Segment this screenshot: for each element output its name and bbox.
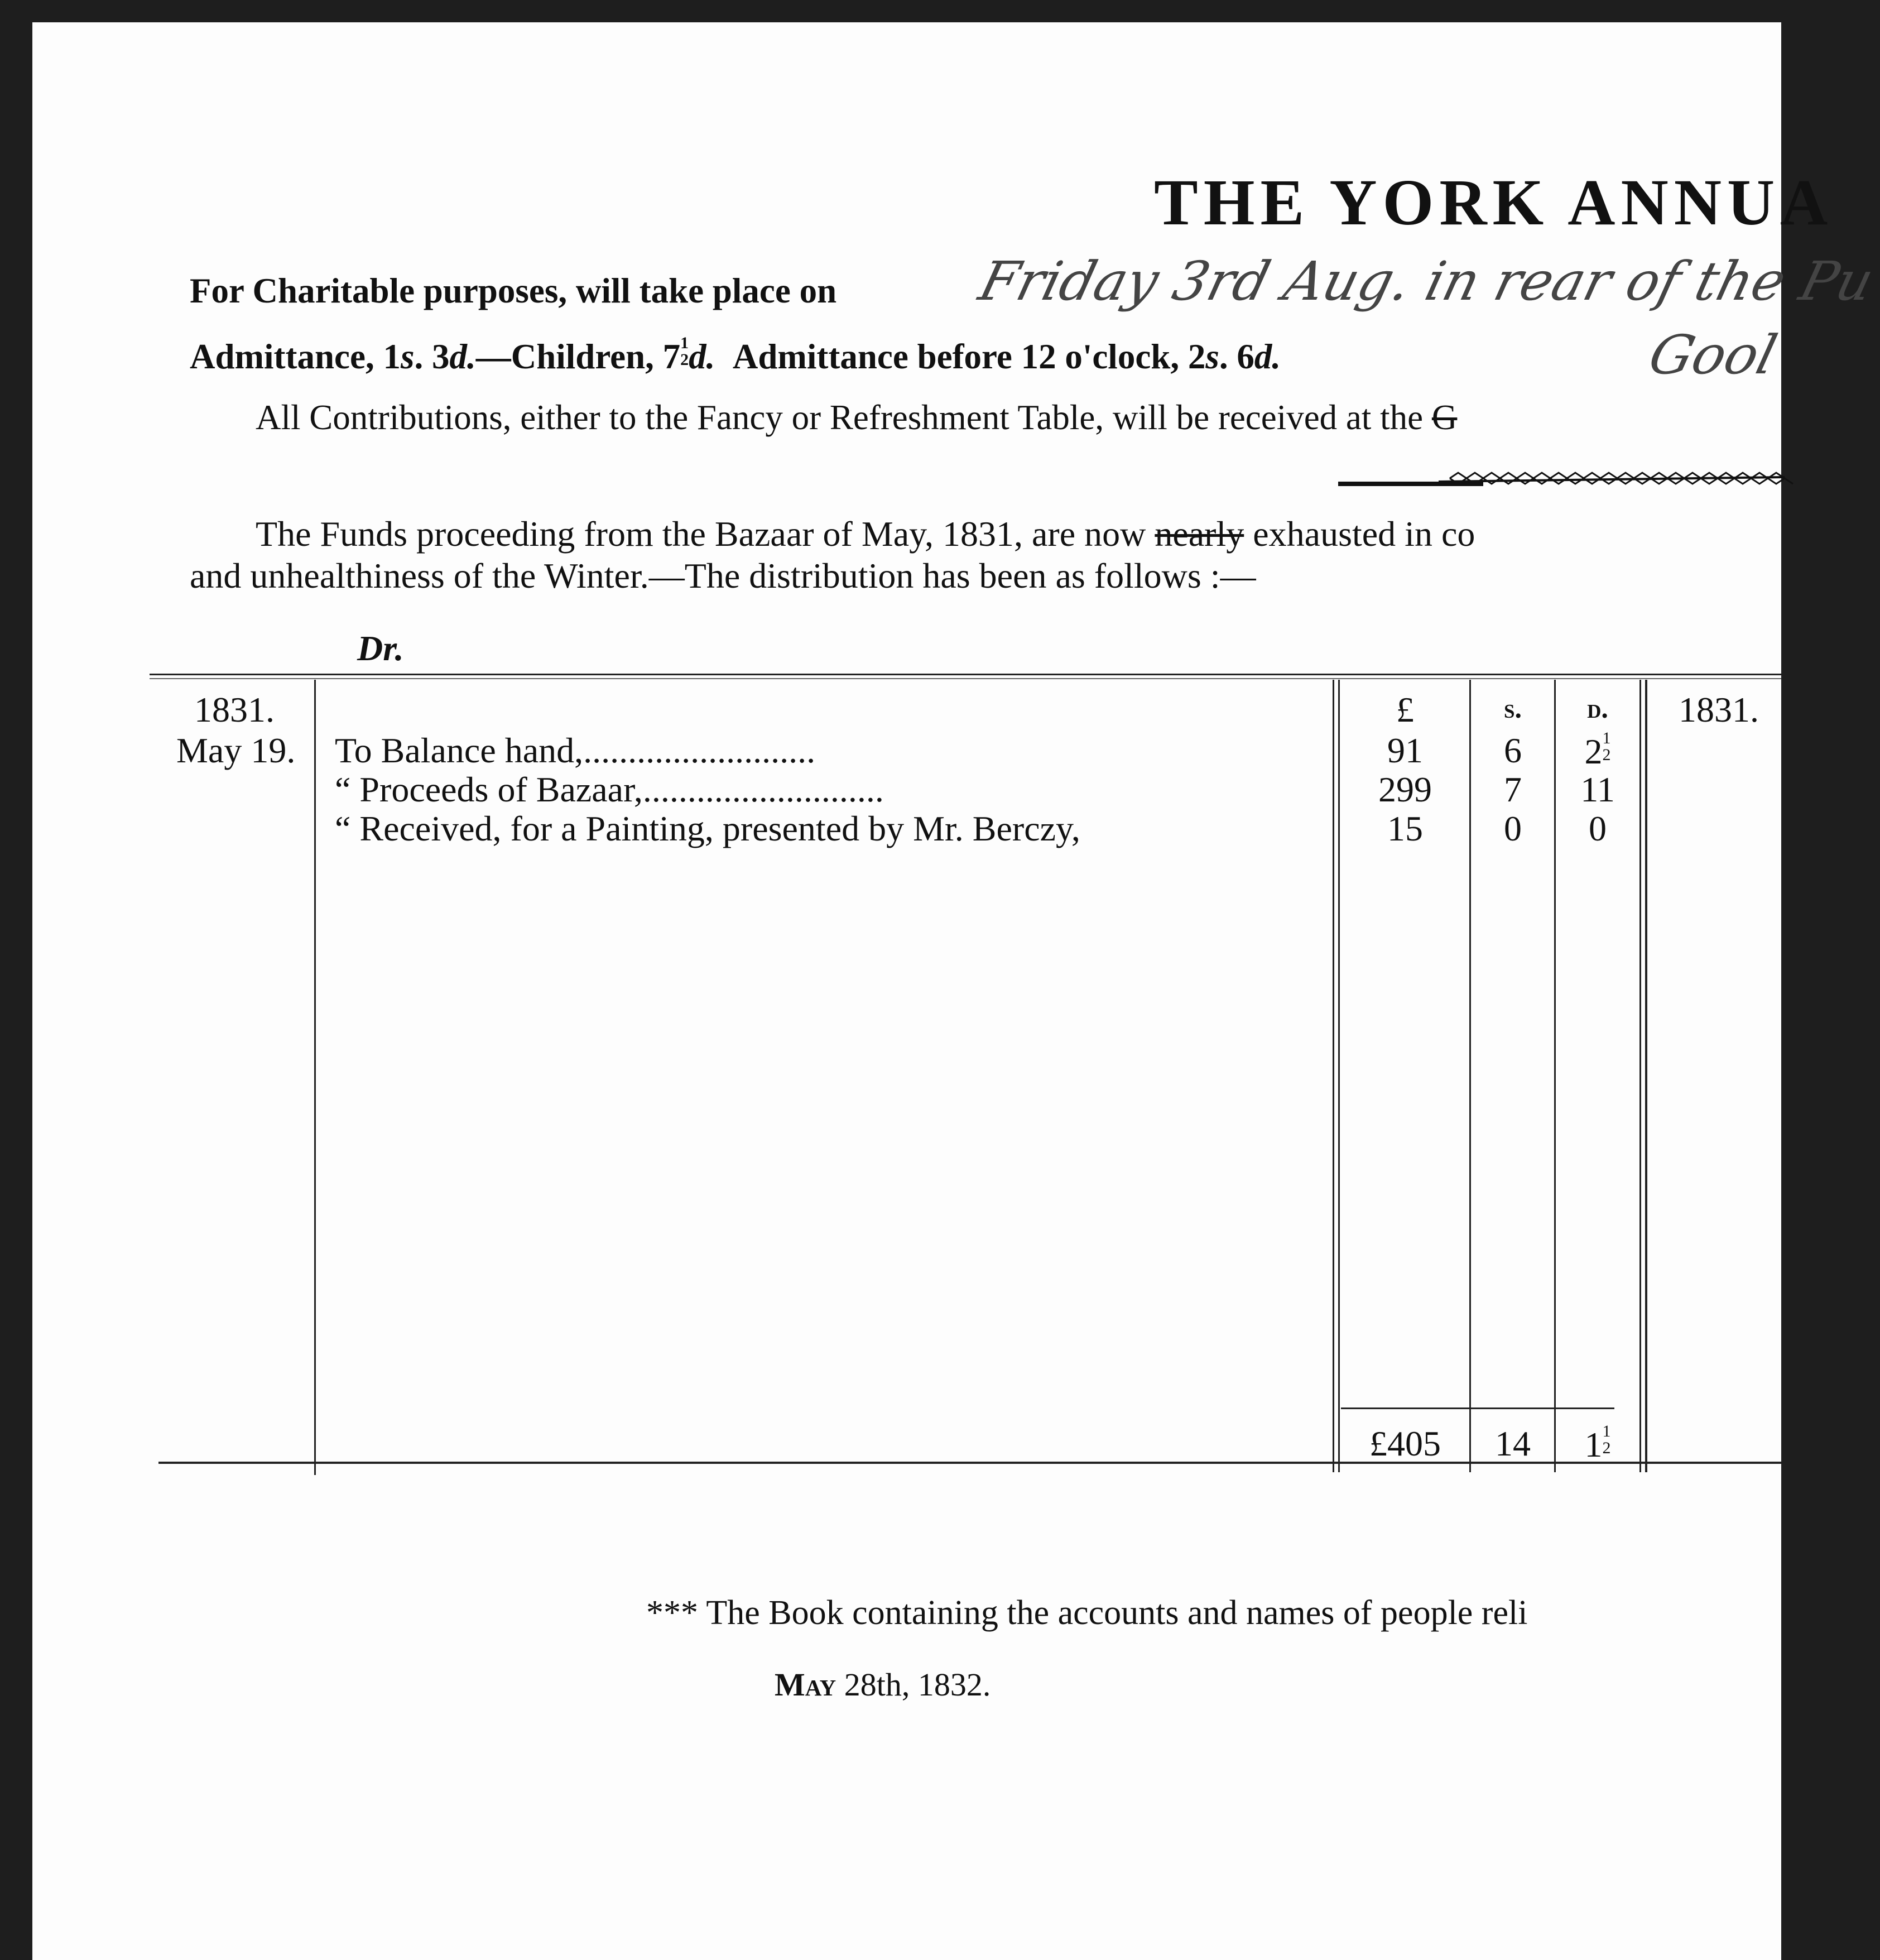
admittance-line: Admittance, 1s. 3d.—Children, 7 1 2 d. Admittance before 12 o'clock, 2s. 6d. [190, 334, 1281, 376]
row-pence: 11 [1580, 770, 1615, 809]
charitable-purposes-line: For Charitable purposes, will take place on [190, 271, 837, 310]
document-page [32, 22, 1880, 1960]
ledger-top-rule [150, 674, 1781, 675]
credit-year: 1831. [1679, 690, 1759, 729]
footer-note: *** The Book containing the accounts and names of people reli [646, 1594, 1528, 1632]
total-pounds: £405 [1369, 1424, 1441, 1463]
funds-notice-line-2: and unhealthiness of the Winter.—The distribution has been as follows :— [190, 556, 1256, 595]
credit-column-divider-b [1645, 680, 1647, 1472]
ornamental-divider [1338, 466, 1785, 488]
shillings-header: s. [1504, 693, 1522, 724]
row-description: To Balance hand,.......................... [335, 731, 816, 770]
pence-header: d. [1587, 693, 1608, 724]
total-pence: 1 1 2 [1584, 1422, 1611, 1464]
row-shillings: 0 [1504, 809, 1522, 848]
funds-notice-line-1: The Funds proceeding from the Bazaar of May, 1831, are now nearly exhausted in co [256, 514, 1475, 554]
total-rule [1341, 1407, 1614, 1409]
handwritten-date-annotation: Friday 3rd Aug. in rear of the Pu [973, 250, 1880, 313]
row-shillings: 7 [1504, 770, 1522, 809]
handwritten-note-gool: Gool [1643, 324, 1783, 386]
footer-date: May 28th, 1832. [775, 1666, 991, 1703]
credit-column-divider-a [1639, 680, 1641, 1472]
pounds-header: £ [1396, 690, 1414, 729]
row-pence: 0 [1589, 809, 1607, 848]
row-description: “ Received, for a Painting, presented by Mr. Berczy, [335, 809, 1080, 848]
ledger-year: 1831. [194, 690, 275, 729]
row-pounds: 91 [1387, 731, 1423, 770]
pounds-column-divider-a [1333, 680, 1334, 1472]
ledger-top-rule-thin [150, 678, 1781, 679]
row-shillings: 6 [1504, 731, 1522, 770]
row-description: “ Proceeds of Bazaar,........................... [335, 770, 884, 809]
row-date: May 19. [176, 731, 296, 770]
date-column-divider [314, 680, 316, 1475]
document-title: THE YORK ANNUA [1154, 166, 1834, 239]
row-pence: 2 1 2 [1584, 729, 1611, 771]
contributions-line: All Contributions, either to the Fancy or Refreshment Table, will be received at the G [256, 398, 1458, 437]
pounds-column-divider-b [1338, 680, 1340, 1472]
row-pounds: 299 [1378, 770, 1432, 809]
total-shillings: 14 [1495, 1424, 1531, 1463]
row-pounds: 15 [1387, 809, 1423, 848]
debit-side-label: Dr. [357, 628, 404, 668]
